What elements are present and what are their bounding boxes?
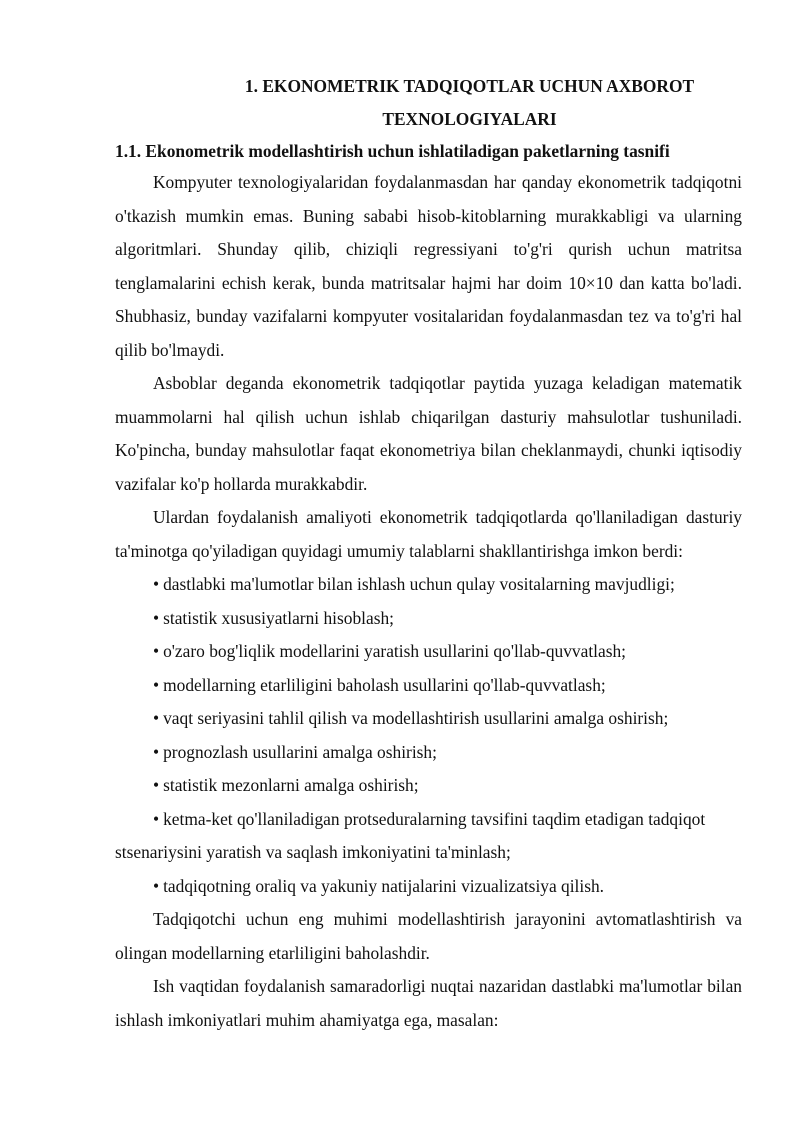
list-item-text: ketma-ket qo'llaniladigan protseduralarning tavsifini taqdim etadigan tadqiqot stsenariysini yaratish va saqlash imkoniyatini ta'minlash;	[115, 808, 706, 862]
bullet-icon: •	[153, 674, 160, 695]
list-item-text: statistik mezonlarni amalga oshirish;	[163, 775, 419, 795]
paragraph-1: Kompyuter texnologiyalaridan foydalanmasdan har qanday ekonometrik tadqiqotni o'tkazish mumkin emas. Buning sababi hisob-kitoblarning murakkabligi va ularning algoritmlari. Shunday qilib, chiziqli regressiyani to'g'ri qurish uchun matritsa tenglamalarini echish kerak, bunda matritsalar hajmi har doim 10×10 dan katta bo'ladi. Shubhasiz, bunday vazifalarni kompyuter vositalaridan foydalanmasdan tez va to'g'ri hal qilib bo'lmaydi.	[115, 172, 742, 360]
bullet-icon: •	[153, 775, 160, 795]
bullet-icon: •	[153, 574, 160, 594]
list-item-text: dastlabki ma'lumotlar bilan ishlash uchun qulay vositalarning mavjudligi;	[163, 574, 675, 594]
list-item	[115, 568, 742, 602]
list-item	[115, 702, 742, 736]
list-item-text: modellarning etarliligini baholash usullarini qo'llab-quvvatlash;	[163, 674, 606, 695]
chapter-title-line-1: 1. EKONOMETRIK TADQIQOTLAR UCHUN AXBOROT	[244, 76, 695, 96]
list-item	[115, 602, 742, 636]
bullet-icon: •	[153, 875, 160, 896]
list-item-text: tadqiqotning oraliq va yakuniy natijalarini vizualizatsiya qilish.	[163, 875, 605, 896]
list-item-text: prognozlash usullarini amalga oshirish;	[163, 741, 437, 762]
chapter-title	[115, 70, 742, 136]
document-page	[115, 70, 742, 1037]
bullet-icon: •	[153, 641, 160, 661]
list-item	[115, 635, 742, 669]
bullet-icon: •	[153, 741, 160, 762]
paragraph-5: Ish vaqtidan foydalanish samaradorligi nuqtai nazaridan dastlabki ma'lumotlar bilan ishlash imkoniyatlari muhim ahamiyatga ega, masalan:	[115, 976, 742, 1030]
section-heading: 1.1. Ekonometrik modellashtirish uchun ishlatiladigan paketlarning tasnifi	[115, 141, 670, 161]
list-item-text: o'zaro bog'liqlik modellarini yaratish usullarini qo'llab-quvvatlash;	[163, 641, 627, 661]
list-item-text: vaqt seriyasini tahlil qilish va modellashtirish usullarini amalga oshirish;	[163, 708, 669, 728]
list-item	[115, 669, 742, 703]
list-item-text: statistik xususiyatlarni hisoblash;	[163, 607, 394, 628]
list-item	[115, 736, 742, 770]
chapter-title-line-2: TEXNOLOGIYALARI	[382, 109, 557, 129]
paragraph-3: Ulardan foydalanish amaliyoti ekonometrik tadqiqotlarda qo'llaniladigan dasturiy ta'minotga qo'yiladigan quyidagi umumiy talablarni shakllantirishga imkon berdi:	[115, 507, 742, 561]
list-item	[115, 870, 742, 904]
paragraph-4: Tadqiqotchi uchun eng muhimi modellashtirish jarayonini avtomatlashtirish va olingan modellarning etarliligini baholashdir.	[115, 909, 742, 963]
list-item	[115, 803, 742, 870]
bullet-icon: •	[153, 708, 160, 728]
bullet-icon: •	[153, 607, 160, 628]
requirements-list	[115, 568, 742, 903]
bullet-icon: •	[153, 808, 160, 829]
list-item	[115, 769, 742, 803]
paragraph-2: Asboblar deganda ekonometrik tadqiqotlar paytida yuzaga keladigan matematik muammolarni hal qilish uchun ishlab chiqarilgan dasturiy mahsulotlar tushuniladi. Ko'pincha, bunday mahsulotlar faqat ekonometriya bilan cheklanmaydi, chunki iqtisodiy vazifalar ko'p hollarda murakkabdir.	[115, 373, 742, 494]
